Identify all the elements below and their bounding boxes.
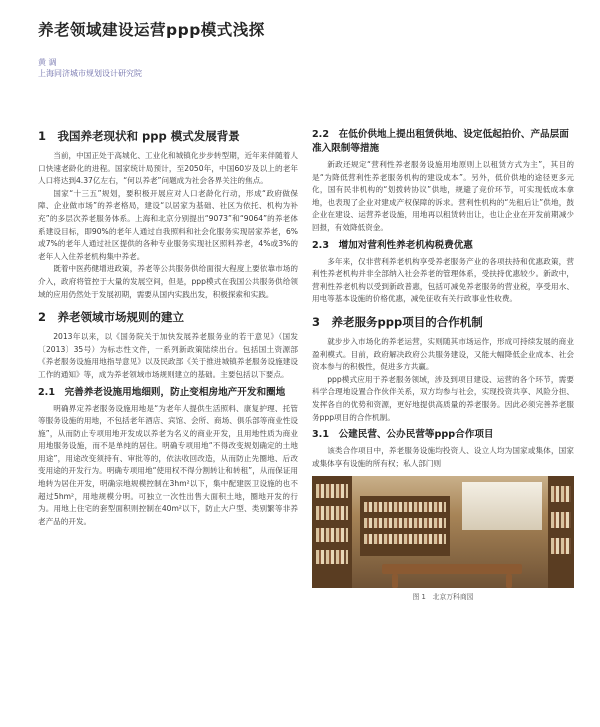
section-1-para-3: 既着中医药健增进政策，养老等公共服务供给面很大程度上要依靠市场的介入，政府将管控于大量的发展空间，但是，ppp模式在我国公共服务供给领域的应用仍然处于发展初期，需要从国内实践出发，积极探索和实践。 — [38, 264, 298, 299]
library-photo — [312, 476, 574, 588]
section-1-para-1: 当前，中国正处于高城化、工业化和城镇化步步转型期，近年来伴随着人口快速老龄化的进程。国家统计局预计，至2050年，中国60岁及以上的老年人口将达到4.37亿左右，“何以养老”问题成为社会各界关注的焦点。 — [38, 151, 298, 186]
right-column — [312, 128, 574, 601]
section-2-2-heading: 2.2 在低价供地上提出租赁供地、设定低起拍价、产品层面准入限制等措施 — [312, 129, 569, 154]
section-2-3-para: 多年来，仅非营利养老机构享受养老服务产业的各项扶持和优惠政策，营利性养老机构并非全部纳入社会养老的管理体系，受扶持优惠较少。新政中，营利性养老机构以受到新政普惠，包括可减免养老服务的营业税，享受用水、用电等基本设施的价格优惠，减免征收有关行政事业性收费。 — [312, 256, 574, 304]
section-2-1-heading: 2.1 完善养老设施用地细则，防止变相房地产开发和圈地 — [38, 386, 286, 398]
left-column — [38, 128, 298, 528]
paper-title: 养老领域建设运营ppp模式浅探 — [38, 21, 265, 39]
section-2-1-para: 明确界定养老服务设施用地是“为老年人提供生活照料、康复护理、托管等服务设施的用地，不包括老年酒店、宾馆、会所、商场、俱乐部等商业性设施”，从而防止专项用地开发成以养老为名义的商业开发，且用地性质为商业用地服务设施，而不是单纯的居住。明确专项用地“不得改变规划确定的土地用途”，用途改变须持有、审批等的，依法收回改造，从而防止先圈地、后改变用途的开发行为。明确专项用地“使用权不得分割转让和转租”，从而保证用地转为居住开发，明确宗地规模控制在3hm²以下，集中配建医卫设施的也不超过5hm²，用地规模分明。可独立一次性出售大面积土地，圈地开发的行为。用地上住宅的套型面积则控制在40m²以下，防止大户型、类别繁等非养老产品的开发。 — [38, 403, 298, 526]
section-3-1-para: 该类合作项目中，养老服务设施均投资人、设立人均为国家或集体，国家或集体享有设施的所有权；私人部门则 — [312, 446, 574, 468]
section-3-para-1: 就步步入市场化的养老运营，实则随其市场运作，形成可持续发展的商业盈利模式。目前，政府解决政府公共服务建设，又能大幅降低企业成本、社会资本参与的积极性，促进多方共赢。 — [312, 336, 574, 372]
section-1-heading: 1 我国养老现状和 ppp 模式发展背景 — [38, 129, 240, 143]
section-3-1-heading: 3.1 公建民营、公办民营等ppp合作项目 — [312, 429, 494, 441]
section-2-heading: 2 养老领域市场规则的建立 — [38, 310, 185, 325]
section-3-para-2: ppp模式应用于养老服务领域，涉及到项目建设、运营的各个环节，需要科学合理地设置合作伙伴关系，双方均参与社会，实现投资共享、风险分担、发挥各自的优势和资源，更好地提供高质量的养老服务。因此必须完善养老服务ppp项目的合作机制。 — [312, 374, 574, 422]
photo-table — [382, 564, 522, 574]
author-block — [38, 57, 142, 79]
section-2-para: 2013年以来，以《国务院关于加快发展养老服务业的若干意见》（国发〔2013〕35号）为标志性文件，一系列新政策陆续出台。包括国土资源部《养老服务设施用地指导意见》以及民政部《关于推进城镇养老服务设施建设工作的通知》等，成为养老领域市场规则建立的基础。主要包括以下要点。 — [38, 332, 298, 379]
section-2-3-heading: 2.3 增加对营利性养老机构税费优惠 — [312, 239, 473, 251]
photo-window — [462, 482, 542, 530]
author-affiliation: 上海同济城市规划设计研究院 — [38, 69, 142, 78]
section-3-heading: 3 养老服务ppp项目的合作机制 — [312, 314, 483, 329]
section-2-2-para: 新政还规定“营利性养老服务设施用地原则上以租赁方式为主”，其目的是“为降低营利性养老服务机构的建设成本”。另外，低价供地的途径更多元化，国有民非机构的“划拨转协议”供地，规避了竞价环节，可实现低成本拿地，也表现了企业对建成产权保障的诉求。营利性机构的“先租后让”供地，鼓企业在建设、运营养老设施，用地再以租赁转出让，也让企业在开发前期减少回报，有效降低资金。 — [312, 160, 574, 232]
section-1-para-2: 国家“十三五”规划，要积极开展应对人口老龄化行动，形成“政府做保障、企业做市场”的养老格局，建设“以居家为基础、社区为依托、机构为补充”的多层次养老服务体系。上海和北京分别提出“9073”和“9064”的养老体系建设目标，即90%的老年人通过自我照料和社会化服务实现居家养老，6%或7%的老年人通过社区提供的各种专业服务实现社区照料养老，4%或3%的老年人入住养老机构集中养老。 — [38, 188, 298, 261]
figure-caption: 图 1 北京万科商园 — [412, 593, 474, 602]
author-name: 黄 调 — [38, 58, 57, 67]
